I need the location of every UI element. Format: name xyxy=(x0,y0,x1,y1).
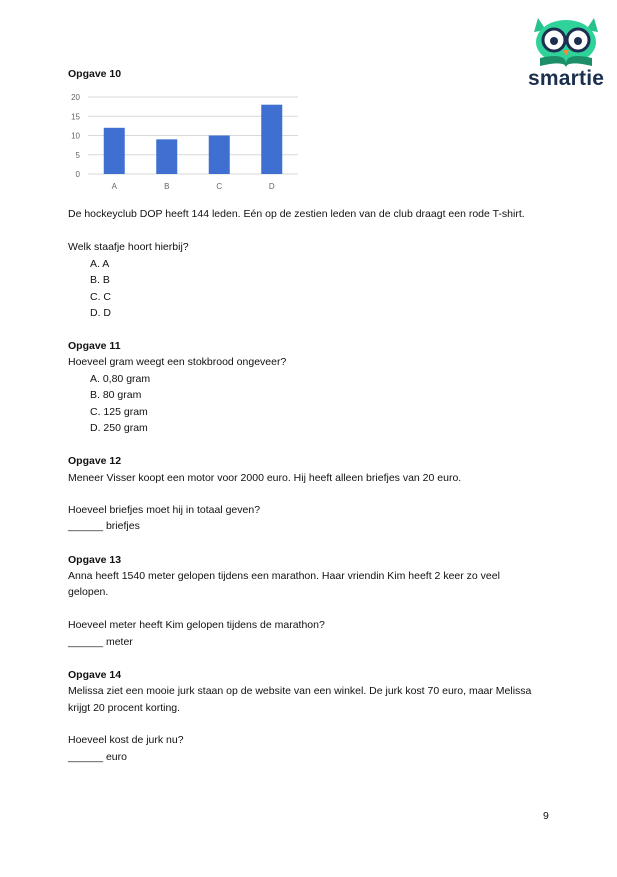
q13-heading: Opgave 13 xyxy=(68,554,122,566)
bar-chart xyxy=(60,88,320,198)
q10-option-d[interactable]: D. D xyxy=(90,307,111,319)
q10-prompt: Welk staafje hoort hierbij? xyxy=(68,241,189,253)
q14-answer-line[interactable] xyxy=(68,751,127,763)
bar-c xyxy=(209,136,230,175)
q13-prompt: Hoeveel meter heeft Kim gelopen tijdens de marathon? xyxy=(68,619,325,631)
q14-question-line1: Melissa ziet een mooie jurk staan op de website van een winkel. De jurk kost 70 euro, maar Melissa xyxy=(68,685,532,697)
q13-answer-unit: meter xyxy=(105,636,133,648)
q11-option-d[interactable]: D. 250 gram xyxy=(90,422,148,434)
q12-heading: Opgave 12 xyxy=(68,455,122,467)
q11-heading: Opgave 11 xyxy=(68,340,121,352)
q13-answer-blank[interactable]: ______ xyxy=(68,636,104,648)
logo-text: smartie xyxy=(528,67,605,90)
y-tick-label: 0 xyxy=(75,170,80,179)
x-tick-label: C xyxy=(216,182,223,191)
q14-answer-blank[interactable]: ______ xyxy=(68,751,104,763)
q12-answer-line[interactable] xyxy=(68,520,140,532)
logo xyxy=(524,12,608,90)
y-tick-label: 10 xyxy=(71,131,80,141)
q13-answer-line[interactable] xyxy=(68,636,133,648)
q13-question-line2: gelopen. xyxy=(68,586,109,598)
q12-answer-blank[interactable]: ______ xyxy=(68,520,104,532)
q10-option-b[interactable]: B. B xyxy=(90,274,110,286)
q14-question-line2: krijgt 20 procent korting. xyxy=(68,702,181,714)
q11-option-a[interactable]: A. 0,80 gram xyxy=(90,373,151,385)
q14-heading: Opgave 14 xyxy=(68,669,122,681)
q13-question-line1: Anna heeft 1540 meter gelopen tijdens een marathon. Haar vriendin Kim heeft 2 keer zo veel xyxy=(68,570,500,582)
x-tick-label: D xyxy=(268,182,275,191)
x-tick-label: A xyxy=(111,182,117,191)
q11-option-b[interactable]: B. 80 gram xyxy=(90,389,142,401)
x-tick-label: B xyxy=(164,182,170,191)
q11-question: Hoeveel gram weegt een stokbrood ongeveer? xyxy=(68,356,287,368)
y-tick-label: 20 xyxy=(71,93,80,102)
bar-b xyxy=(156,139,177,174)
q12-answer-unit: briefjes xyxy=(105,520,140,532)
owl-icon xyxy=(524,12,608,68)
q11-option-c[interactable]: C. 125 gram xyxy=(90,406,148,418)
q14-prompt: Hoeveel kost de jurk nu? xyxy=(68,734,184,746)
page-number: 9 xyxy=(543,810,549,822)
q12-question: Meneer Visser koopt een motor voor 2000 euro. Hij heeft alleen briefjes van 20 euro. xyxy=(68,472,462,484)
bar-a xyxy=(104,128,125,174)
q10-heading: Opgave 10 xyxy=(68,68,122,80)
y-tick-label: 5 xyxy=(75,150,80,160)
q14-answer-unit: euro xyxy=(105,751,127,763)
q10-option-c[interactable]: C. C xyxy=(90,291,111,303)
q12-prompt: Hoeveel briefjes moet hij in totaal geven? xyxy=(68,504,261,516)
q10-question: De hockeyclub DOP heeft 144 leden. Eén op de zestien leden van de club draagt een rode T-shirt. xyxy=(68,208,525,220)
y-tick-label: 15 xyxy=(71,112,80,122)
q10-option-a[interactable]: A. A xyxy=(90,258,110,270)
bar-d xyxy=(261,105,282,174)
